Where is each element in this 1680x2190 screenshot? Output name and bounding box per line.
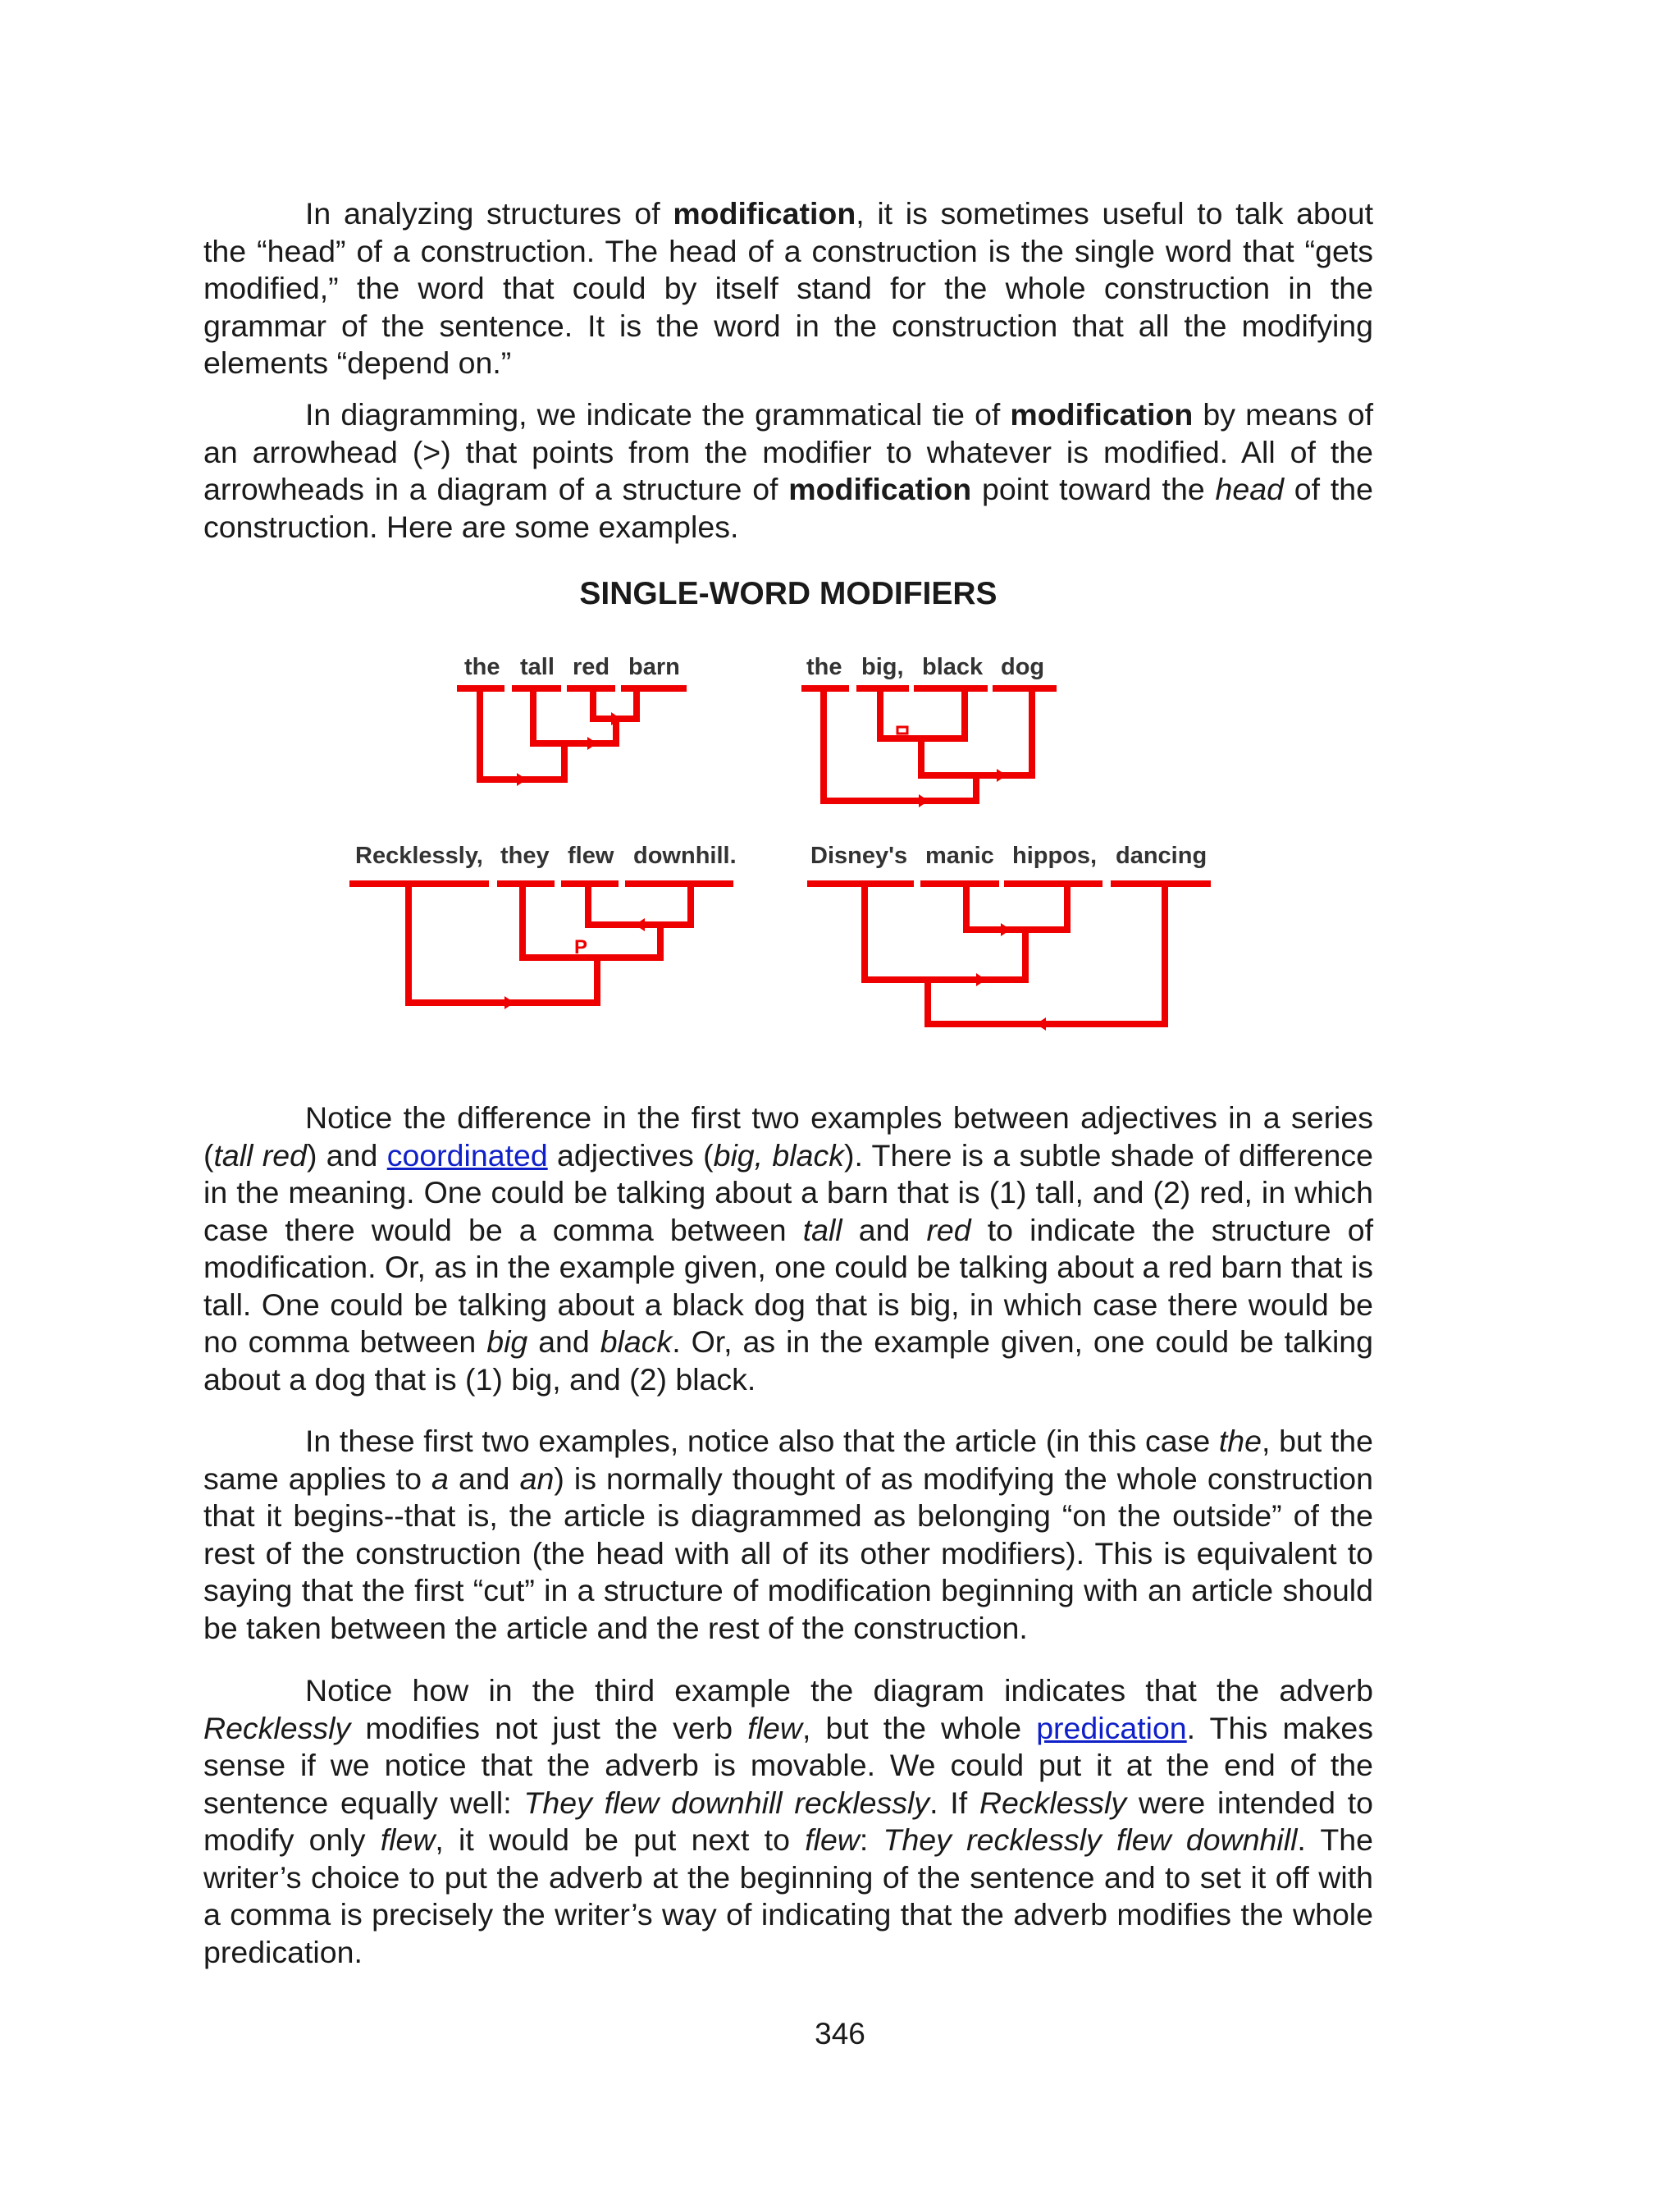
diagram-the-big-black-dog: [805, 688, 1053, 801]
italic-term: tall: [802, 1212, 842, 1247]
text: adjectives (: [547, 1137, 714, 1173]
text: by means of an arrowhead (>) that points from the modifier to whatever is modified. All of the arrowheads in a diagram of a structure of: [203, 397, 1373, 506]
section-heading: SINGLE-WORD MODIFIERS: [579, 576, 998, 611]
text: In these first two examples, notice also that the article (in this case: [305, 1424, 1219, 1458]
text: , it is sometimes useful to talk about the “head” of a construction. The head of a construction is the single word that “gets modified,” the word that could by itself stand for the whole construction in the grammar of the sentence. It is the word in the construction that all the modifying elements “depend on.”: [203, 196, 1374, 380]
diagram-word: Disney's: [810, 843, 908, 869]
bold-term: modification: [673, 196, 856, 231]
paragraph-adverb: [203, 1672, 1373, 1971]
text: modifies not just the verb: [350, 1710, 748, 1745]
diagram-word: black: [922, 654, 984, 680]
italic-term: tall red: [213, 1137, 307, 1173]
text: and: [448, 1461, 520, 1496]
text: . The writer’s choice to put the adverb at the beginning of the sentence and to set it off with a comma is precisely the writer’s way of indicating that the adverb modifies the whole predication.: [203, 1822, 1373, 1969]
italic-term: They flew downhill recklessly: [523, 1785, 930, 1820]
bold-term: modification: [1010, 397, 1194, 432]
italic-term: a: [431, 1461, 449, 1496]
text: were intended to modify only: [203, 1785, 1374, 1857]
arrowhead-icons-d2: [897, 727, 1007, 807]
diagram-word: the: [464, 654, 500, 680]
italic-term: big, black: [713, 1137, 844, 1173]
text: Notice how in the third example the diagram indicates that the adverb: [305, 1673, 1373, 1708]
italic-term: They recklessly flew downhill: [883, 1822, 1298, 1857]
text: , but the same applies to: [203, 1424, 1373, 1496]
paragraph-series-vs-coordinated: [203, 1100, 1373, 1398]
italic-term: head: [1215, 472, 1284, 506]
diagram-word: barn: [628, 654, 680, 680]
diagram-word: manic: [925, 843, 994, 869]
predication-marker: P: [574, 936, 588, 958]
arrowhead-icons-d3: [504, 918, 645, 1009]
text: In analyzing structures of: [305, 196, 673, 231]
text: to indicate the structure of modification. Or, as in the example given, one could be talking about a red barn that is tall. One could be talking about a black dog that is big, in which case there would be no comma between: [203, 1212, 1373, 1359]
coordinated-link[interactable]: coordinated: [386, 1137, 548, 1173]
diagram-word: dog: [1001, 654, 1045, 680]
diagram-word: tall: [520, 654, 555, 680]
italic-term: black: [600, 1324, 673, 1359]
bold-term: modification: [788, 472, 972, 506]
italic-term: flew: [805, 1822, 860, 1857]
italic-term: big: [486, 1324, 528, 1359]
predication-link[interactable]: predication: [1036, 1710, 1187, 1745]
diagram-word: hippos,: [1012, 843, 1098, 869]
text: and: [527, 1324, 600, 1359]
diagram-word: big,: [861, 654, 904, 680]
italic-term: flew: [380, 1822, 436, 1857]
diagram-word: dancing: [1116, 843, 1208, 869]
italic-term: Recklessly: [203, 1710, 351, 1745]
italic-term: an: [519, 1461, 555, 1496]
diagram-disneys-manic-hippos-dancing: [810, 884, 1208, 1024]
text: point toward the: [971, 472, 1216, 506]
italic-term: red: [926, 1212, 971, 1247]
text: , but the whole: [801, 1710, 1037, 1745]
diagram-recklessly-they-flew-downhill: [353, 884, 730, 1003]
text: ) is normally thought of as modifying the whole construction that it begins--that is, the article is diagrammed as belonging “on the outside” of the rest of the construction (the head with all of its other modifiers). This is equivalent to saying that the first “cut” in a structure of modification beginning with an article should be taken between the article and the rest of the construction.: [203, 1461, 1374, 1645]
diagram-word: downhill.: [633, 843, 737, 869]
text: , it would be put next to: [435, 1822, 806, 1857]
text: :: [859, 1822, 883, 1857]
diagram-word: they: [500, 843, 550, 869]
diagram-word: flew: [568, 843, 614, 869]
arrowhead-icons-d1: [517, 712, 621, 786]
arrowhead-icons-d4: [976, 923, 1046, 1031]
text: ) and: [306, 1137, 387, 1173]
italic-term: Recklessly: [979, 1785, 1127, 1820]
italic-term: the: [1218, 1424, 1262, 1458]
diagram-the-tall-red-barn: [460, 688, 683, 780]
diagram-word: red: [573, 654, 610, 680]
text: . This makes sense if we notice that the adverb is movable. We could put it at the end of the sentence equally well:: [203, 1710, 1373, 1820]
italic-term: flew: [747, 1710, 802, 1745]
text: In diagramming, we indicate the grammatical tie of: [305, 397, 1011, 432]
paragraph-head-definition: [203, 195, 1373, 382]
text: of the construction. Here are some examples.: [203, 472, 1373, 544]
paragraph-arrowhead: [203, 396, 1373, 546]
text: ). There is a subtle shade of difference in the meaning. One could be talking about a barn that is (1) tall, and (2) red, in which case there would be a comma between: [203, 1137, 1373, 1247]
page-number: 346: [815, 2017, 865, 2051]
text: . Or, as in the example given, one could be talking about a dog that is (1) big, and (2) black.: [203, 1324, 1374, 1397]
paragraph-article: [203, 1423, 1373, 1647]
text: Notice the difference in the first two examples between adjectives in a series (: [203, 1100, 1373, 1173]
text: . If: [929, 1785, 979, 1820]
diagram-word: Recklessly,: [355, 843, 483, 869]
text: and: [842, 1212, 927, 1247]
diagram-word: the: [806, 654, 842, 680]
